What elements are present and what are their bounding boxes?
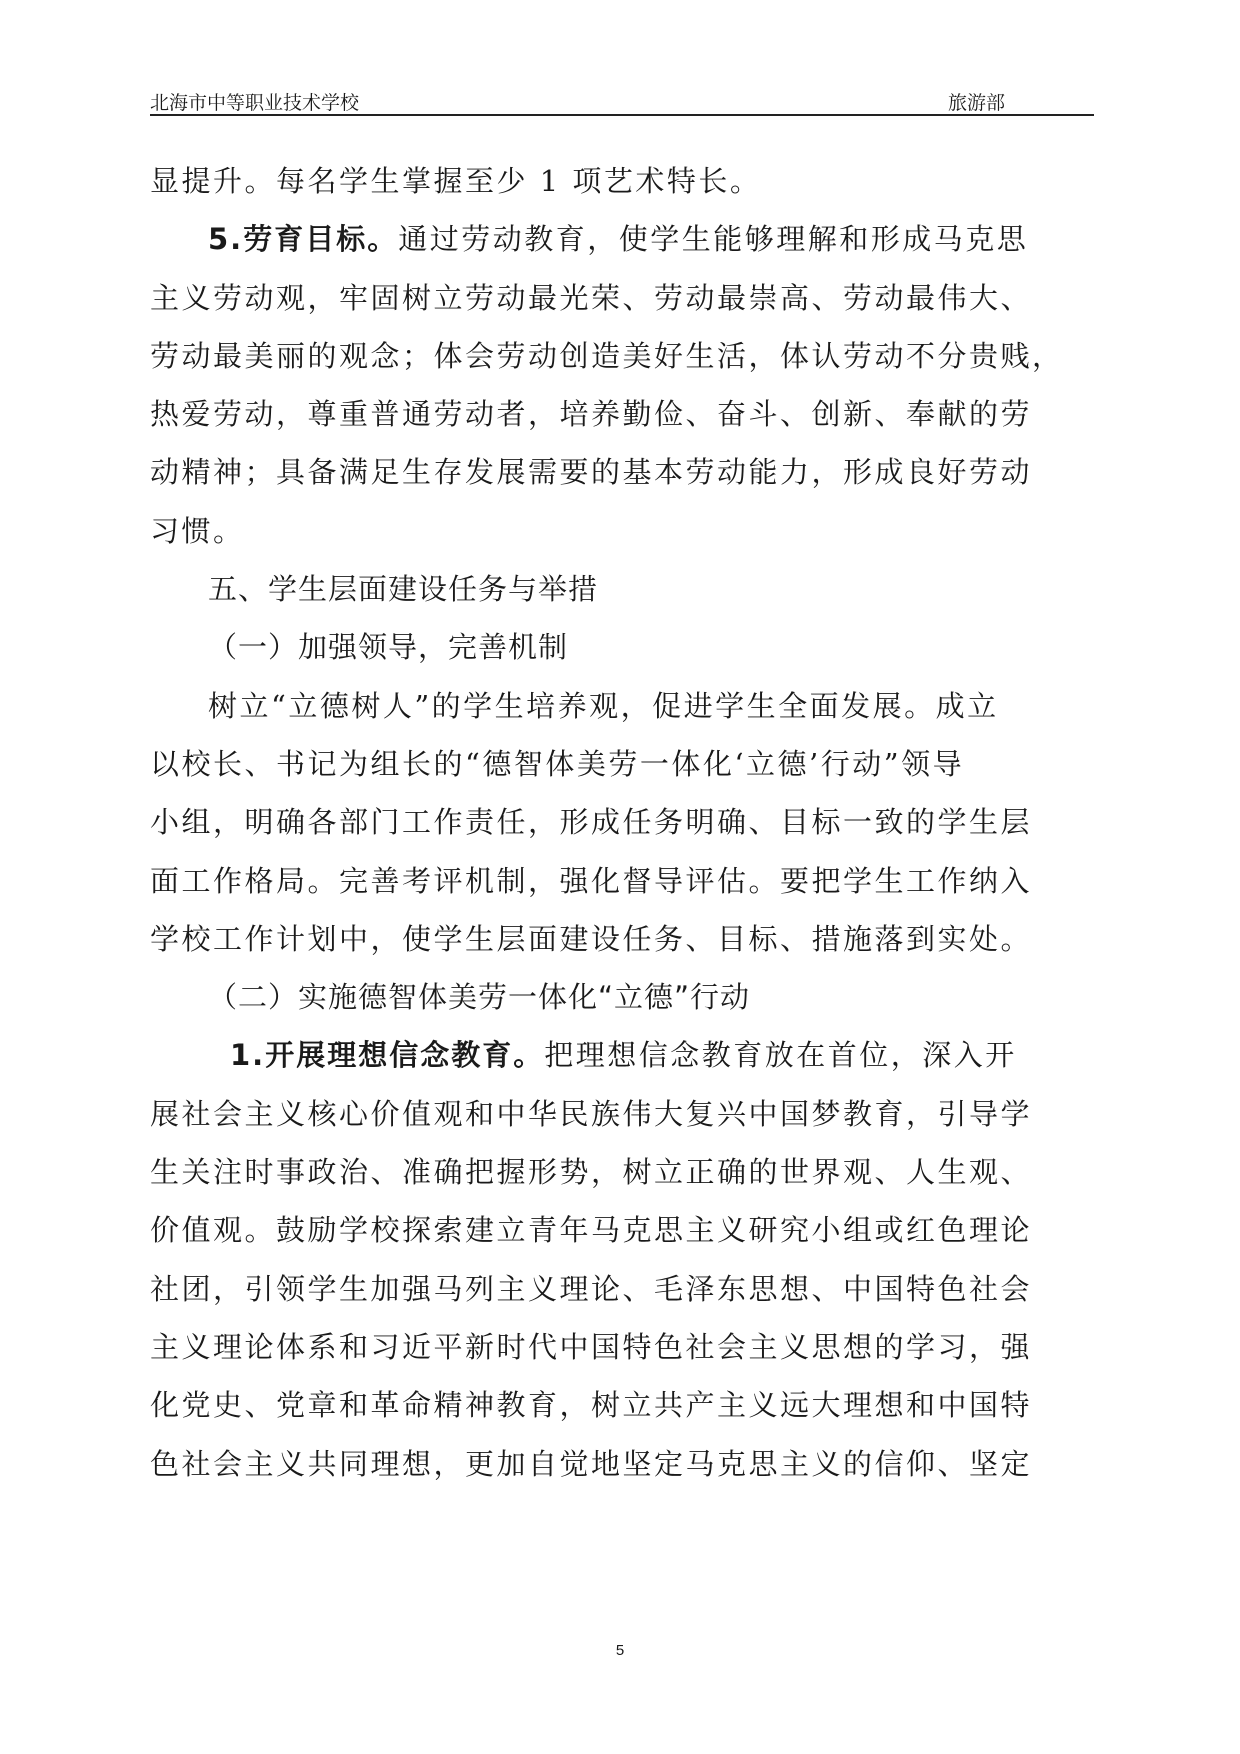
paragraph-line: 树立“立德树人”的学生培养观，促进学生全面发展。成立 [208, 688, 999, 723]
ideals-education-text: 把理想信念教育放在首位，深入开 [544, 1038, 1017, 1073]
subsection-heading: （一）加强领导，完善机制 [208, 630, 569, 665]
paragraph-line: 主义劳动观，牢固树立劳动最光荣、劳动最崇高、劳动最伟大、 [150, 280, 1033, 315]
paragraph-line: 展社会主义核心价值观和中华民族伟大复兴中国梦教育，引导学 [150, 1096, 1033, 1131]
paragraph-line: 学校工作计划中，使学生层面建设任务、目标、措施落到实处。 [150, 921, 1033, 956]
paragraph-line: 化党史、党章和革命精神教育，树立共产主义远大理想和中国特 [150, 1388, 1033, 1423]
paragraph-line: 以校长、书记为组长的“德智体美劳一体化‘立德’行动”领导 [150, 746, 965, 781]
page-number: 5 [615, 1642, 625, 1659]
paragraph-line: 习惯。 [150, 513, 245, 548]
paragraph-line: 社团，引领学生加强马列主义理论、毛泽东思想、中国特色社会 [150, 1271, 1033, 1306]
page-header [150, 84, 1094, 116]
labor-goal-heading: 5.劳育目标。 [208, 222, 399, 257]
paragraph-line: 显提升。每名学生掌握至少 1 项艺术特长。 [150, 164, 762, 198]
paragraph-line [150, 1026, 1100, 1084]
header-school-name: 北海市中等职业技术学校 [150, 92, 360, 114]
paragraph-line: 生关注时事政治、准确把握形势，树立正确的世界观、人生观、 [150, 1155, 1033, 1190]
subsection-heading: （二）实施德智体美劳一体化“立德”行动 [208, 980, 751, 1015]
paragraph-line: 小组，明确各部门工作责任，形成任务明确、目标一致的学生层 [150, 805, 1033, 840]
ideals-education-heading: 1.开展理想信念教育。 [230, 1038, 545, 1073]
paragraph-line: 动精神；具备满足生存发展需要的基本劳动能力，形成良好劳动 [150, 455, 1033, 490]
paragraph-line: 色社会主义共同理想，更加自觉地坚定马克思主义的信仰、坚定 [150, 1446, 1033, 1481]
paragraph-line: 面工作格局。完善考评机制，强化督导评估。要把学生工作纳入 [150, 863, 1033, 898]
section-heading: 五、学生层面建设任务与举措 [208, 572, 599, 607]
paragraph-line: 热爱劳动，尊重普通劳动者，培养勤俭、奋斗、创新、奉献的劳 [150, 397, 1033, 432]
header-department: 旅游部 [948, 92, 1006, 114]
labor-goal-text: 通过劳动教育，使学生能够理解和形成马克思 [398, 222, 1029, 257]
paragraph-line: 价值观。鼓励学校探索建立青年马克思主义研究小组或红色理论 [150, 1213, 1033, 1248]
paragraph-line [150, 210, 1100, 268]
document-body [150, 152, 1100, 1493]
paragraph-line: 劳动最美丽的观念；体会劳动创造美好生活，体认劳动不分贵贱， [150, 338, 1064, 373]
paragraph-line: 主义理论体系和习近平新时代中国特色社会主义思想的学习，强 [150, 1329, 1033, 1364]
